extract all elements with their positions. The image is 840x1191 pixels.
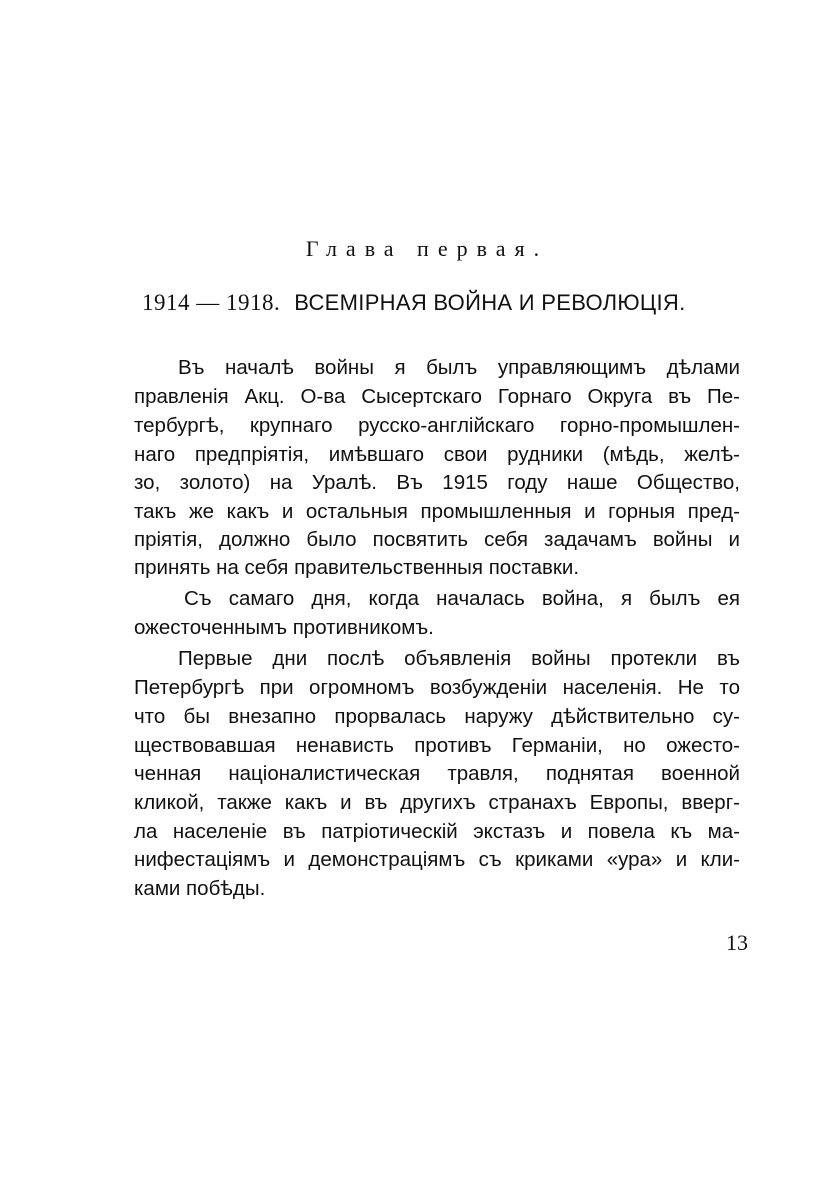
chapter-title — [142, 290, 686, 316]
text-line: зо, золото) на Уралѣ. Въ 1915 году наше Общество, — [134, 471, 740, 494]
text-line: кликой, также какъ и въ другихъ странахъ Европы, вверг- — [134, 791, 740, 814]
text-line: ла населеніе въ патріотическій экстазъ и повела къ ма- — [134, 820, 740, 843]
chapter-years: 1914 — 1918. — [142, 290, 281, 315]
text-line: правленія Акц. О-ва Сысертскаго Горнаго Округа въ Пе- — [134, 385, 740, 408]
text-line: пріятія, должно было посвятить себя задачамъ войны и — [134, 528, 740, 551]
text-line: Съ самаго дня, когда началась война, я былъ ея — [184, 587, 740, 610]
text-line: Первые дни послѣ объявленія войны протекли въ — [178, 647, 740, 670]
text-line: Въ началѣ войны я былъ управляющимъ дѣлами — [178, 356, 740, 379]
chapter-name: ВСЕМІРНАЯ ВОЙНА И РЕВОЛЮЦІЯ. — [294, 290, 686, 315]
text-line: ками побѣды. — [134, 877, 266, 900]
text-line: Петербургѣ при огромномъ возбужденіи населенія. Не то — [134, 676, 740, 699]
text-line: что бы внезапно прорвалась наружу дѣйствительно су- — [134, 705, 740, 728]
text-line: тербургѣ, крупнаго русско-англійскаго горно-промышлен- — [134, 414, 740, 437]
text-line: нифестаціямъ и демонстраціямъ съ криками «ура» и кли- — [134, 848, 740, 871]
page-number: 13 — [726, 930, 748, 955]
text-line: ожесточеннымъ противникомъ. — [134, 616, 434, 639]
text-line: такъ же какъ и остальныя промышленныя и горныя пред- — [134, 500, 740, 523]
text-line: наго предпріятія, имѣвшаго свои рудники (мѣдь, желѣ- — [134, 443, 740, 466]
text-line: принять на себя правительственныя поставки. — [134, 556, 580, 579]
chapter-label: Глава первая. — [305, 236, 549, 261]
text-line: ченная націоналистическая травля, поднятая военной — [134, 762, 740, 785]
text-line: ществовавшая ненависть противъ Германіи, но ожесто- — [134, 734, 740, 757]
